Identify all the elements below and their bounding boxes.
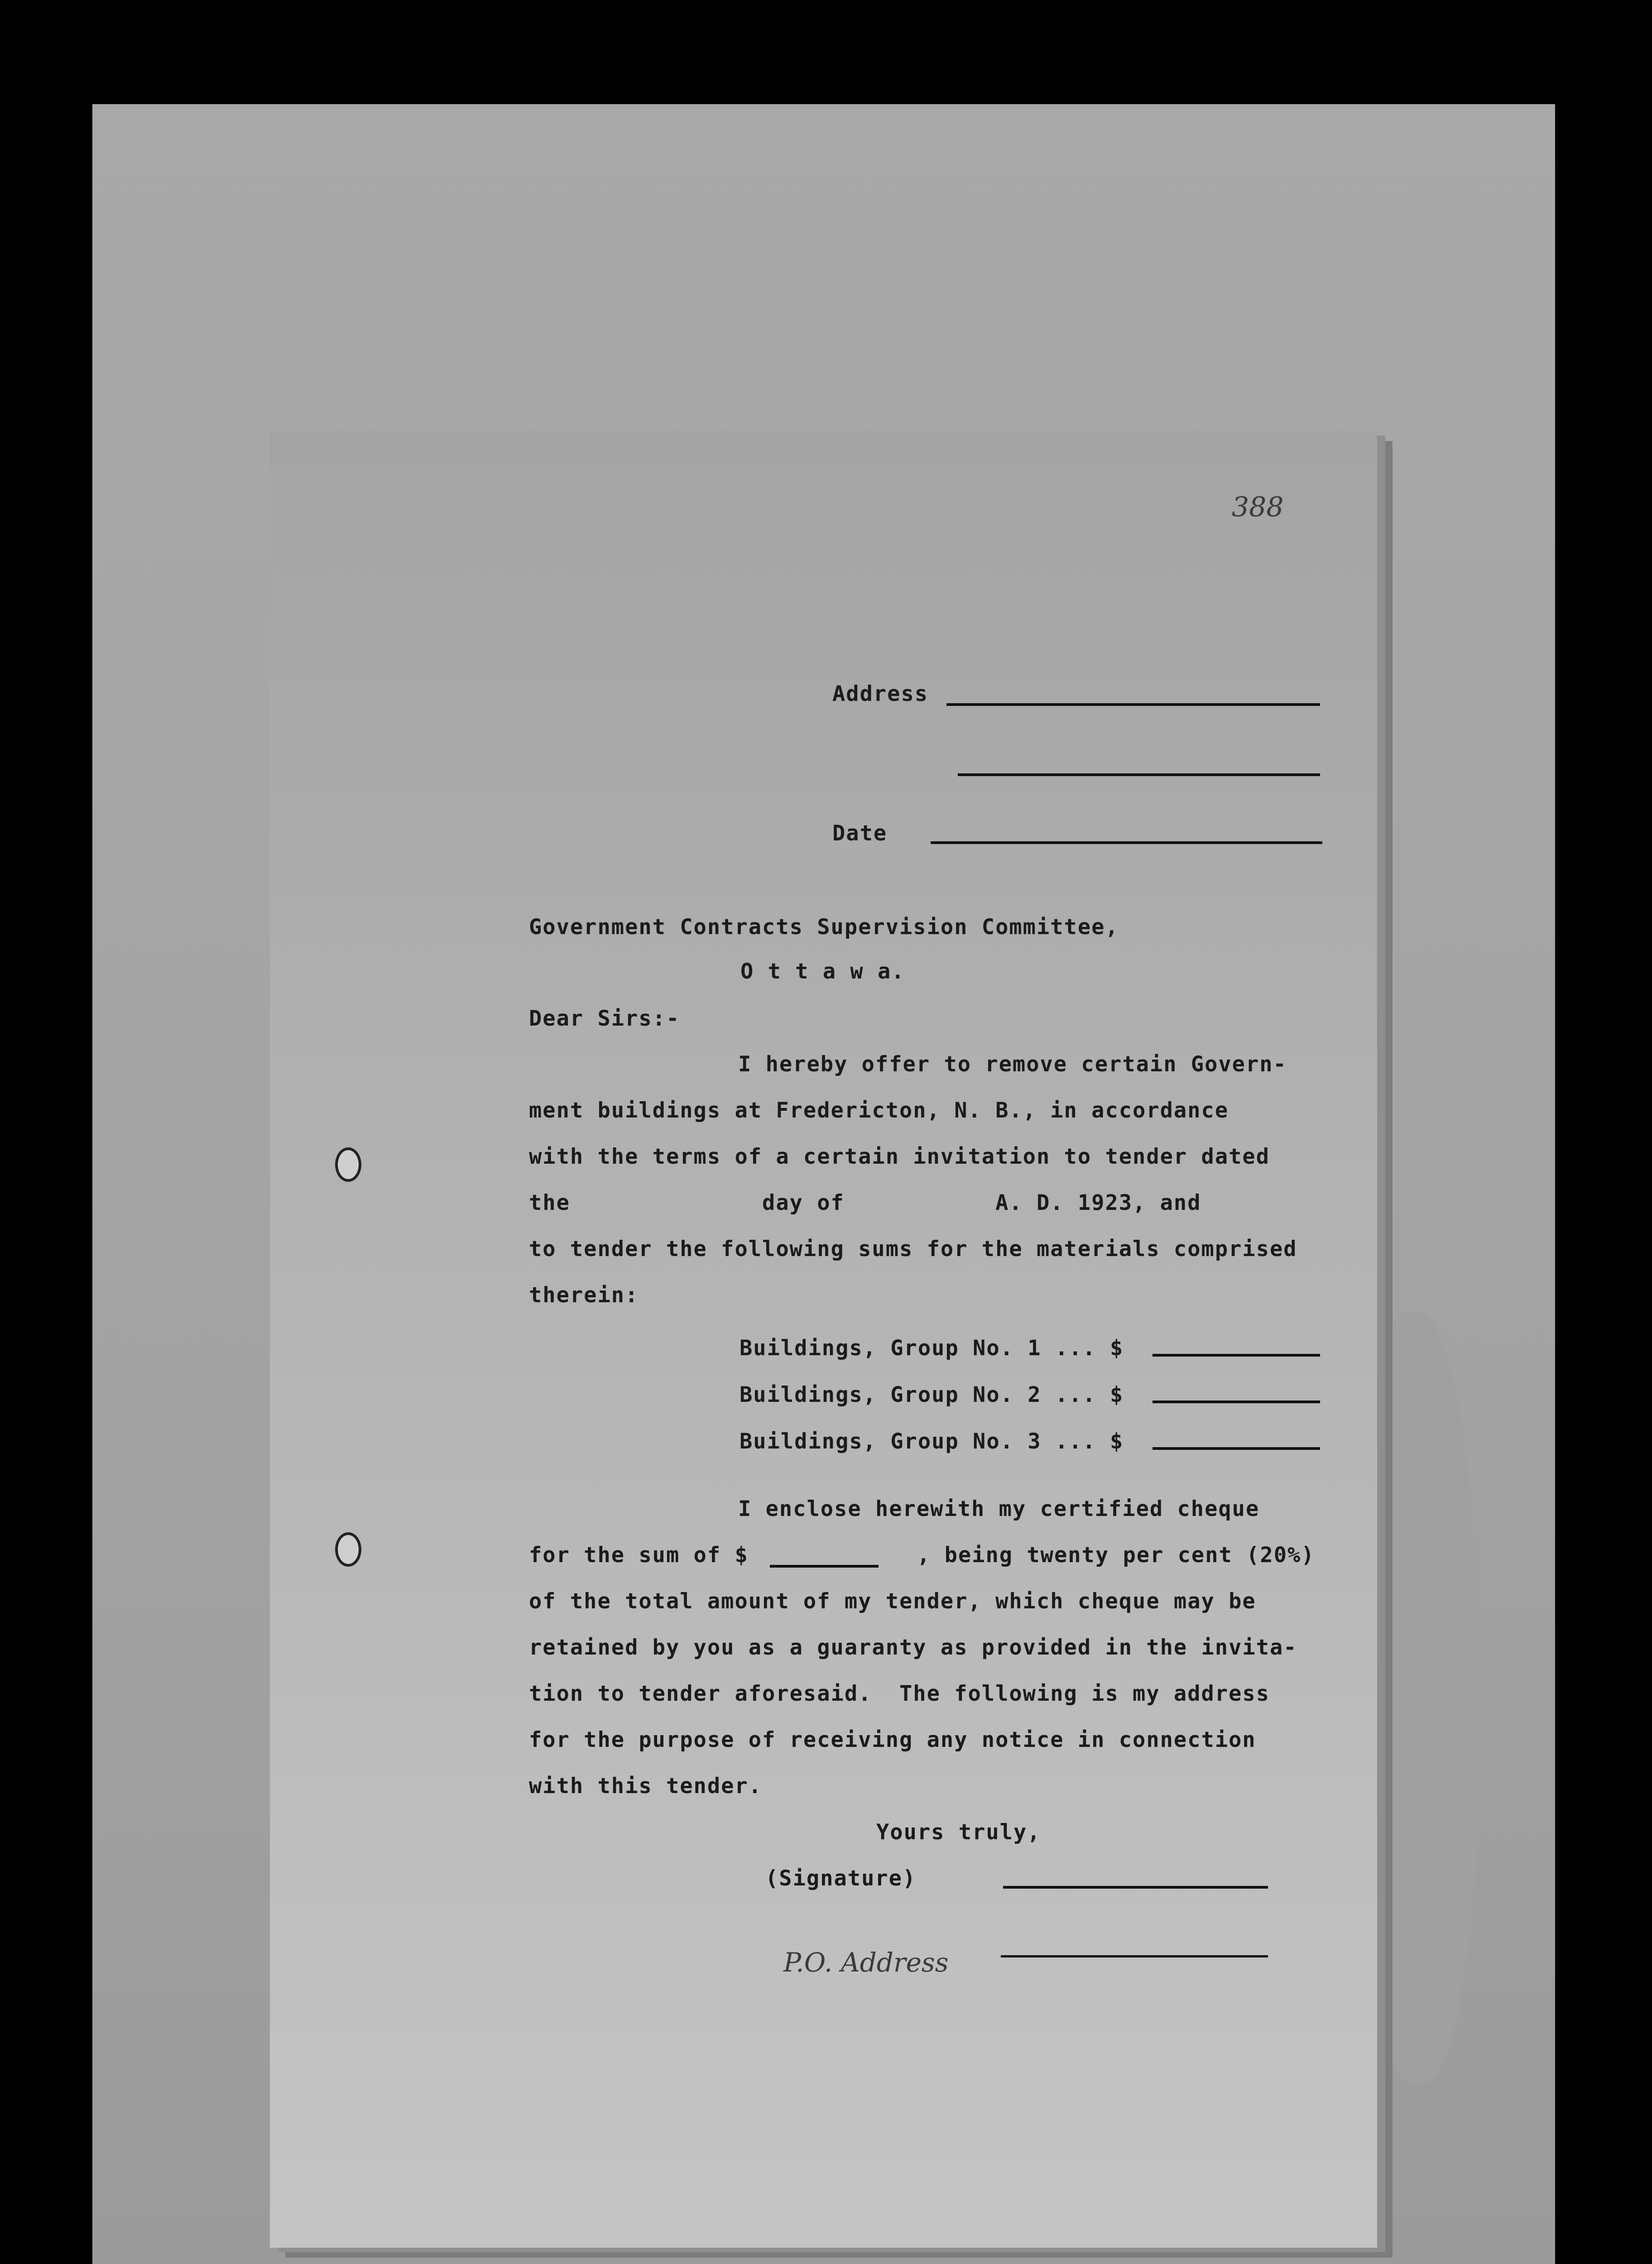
address-line-1 — [946, 703, 1320, 706]
cheque-line-3: of the total amount of my tender, which cheque may be — [529, 1589, 1256, 1614]
page-number: 388 — [1232, 491, 1284, 523]
cheque-line-2b: , being twenty per cent (20%) — [917, 1543, 1315, 1568]
body-line-4: the day of A. D. 1923, and — [529, 1190, 1201, 1215]
punch-hole-top — [335, 1147, 361, 1182]
signature-label: (Signature) — [765, 1866, 917, 1891]
group-3-amount-line — [1153, 1447, 1320, 1450]
recipient-line-2: O t t a w a. — [740, 959, 905, 984]
group-1-row: Buildings, Group No. 1 ... $ — [740, 1336, 1124, 1361]
po-address-line — [1001, 1955, 1268, 1957]
cheque-line-6: for the purpose of receiving any notice in connection — [529, 1727, 1256, 1752]
body-line-2: ment buildings at Fredericton, N. B., in accordance — [529, 1098, 1229, 1123]
group-2-row: Buildings, Group No. 2 ... $ — [740, 1382, 1124, 1407]
cheque-line-4: retained by you as a guaranty as provided in the invita- — [529, 1635, 1297, 1660]
body-line-3: with the terms of a certain invitation to tender dated — [529, 1144, 1270, 1169]
closing-yours-truly: Yours truly, — [876, 1820, 1041, 1845]
cheque-line-1: I enclose herewith my certified cheque — [738, 1497, 1260, 1521]
cheque-amount-line — [770, 1565, 879, 1568]
group-1-amount-line — [1153, 1354, 1320, 1357]
cheque-line-2a: for the sum of $ — [529, 1543, 749, 1568]
cheque-line-7: with this tender. — [529, 1774, 763, 1799]
address-label: Address — [832, 681, 929, 706]
signature-line — [1003, 1886, 1268, 1889]
recipient-line-1: Government Contracts Supervision Committee, — [529, 915, 1119, 940]
body-line-1: I hereby offer to remove certain Govern- — [738, 1052, 1287, 1077]
body-line-6: therein: — [529, 1283, 639, 1308]
group-2-amount-line — [1153, 1401, 1320, 1403]
cheque-line-5: tion to tender aforesaid. The following is my address — [529, 1681, 1270, 1706]
punch-hole-bottom — [335, 1532, 361, 1567]
salutation: Dear Sirs:- — [529, 1006, 680, 1031]
date-line — [931, 841, 1322, 844]
group-3-row: Buildings, Group No. 3 ... $ — [740, 1429, 1124, 1454]
date-label: Date — [832, 821, 888, 846]
po-address-handwritten: P.O. Address — [783, 1947, 949, 1978]
body-line-5: to tender the following sums for the materials comprised — [529, 1237, 1297, 1262]
address-line-2 — [958, 773, 1320, 776]
